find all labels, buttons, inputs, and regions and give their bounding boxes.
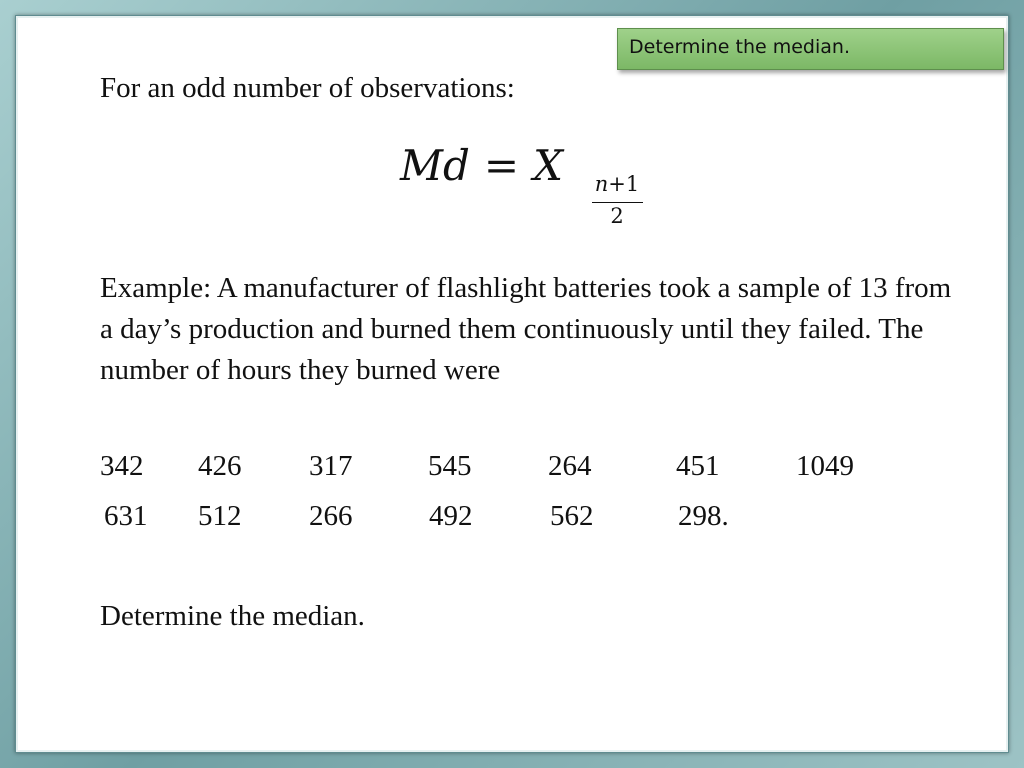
formula-sub-n: n <box>594 172 609 196</box>
title-tag: Determine the median. <box>617 28 1004 70</box>
number-value: 545 <box>428 450 472 482</box>
number-value: 298. <box>678 500 729 532</box>
formula-equals: = <box>483 141 520 190</box>
closing-text: Determine the median. <box>100 600 365 632</box>
formula-lhs: Md <box>400 141 470 190</box>
number-value: 451 <box>676 450 720 482</box>
formula-var: X <box>533 141 563 190</box>
number-value: 492 <box>429 500 473 532</box>
formula-fraction-bar <box>592 202 643 203</box>
number-value: 342 <box>100 450 144 482</box>
example-text: Example: A manufacturer of flashlight batteries took a sample of 13 from a day’s production and burned them continuously until they failed. The number of hours they burned were <box>100 272 952 386</box>
formula-sub-numerator <box>592 172 642 196</box>
number-value: 631 <box>104 500 148 532</box>
number-value: 562 <box>550 500 594 532</box>
median-formula <box>400 140 660 240</box>
formula-sub-denominator: 2 <box>610 204 624 228</box>
number-value: 266 <box>309 500 353 532</box>
number-value: 317 <box>309 450 353 482</box>
number-value: 426 <box>198 450 242 482</box>
number-value: 1049 <box>796 450 854 482</box>
number-value: 264 <box>548 450 592 482</box>
intro-text: For an odd number of observations: <box>100 72 515 104</box>
formula-main <box>400 140 563 192</box>
formula-sub-plus-one: +1 <box>608 172 640 196</box>
number-value: 512 <box>198 500 242 532</box>
